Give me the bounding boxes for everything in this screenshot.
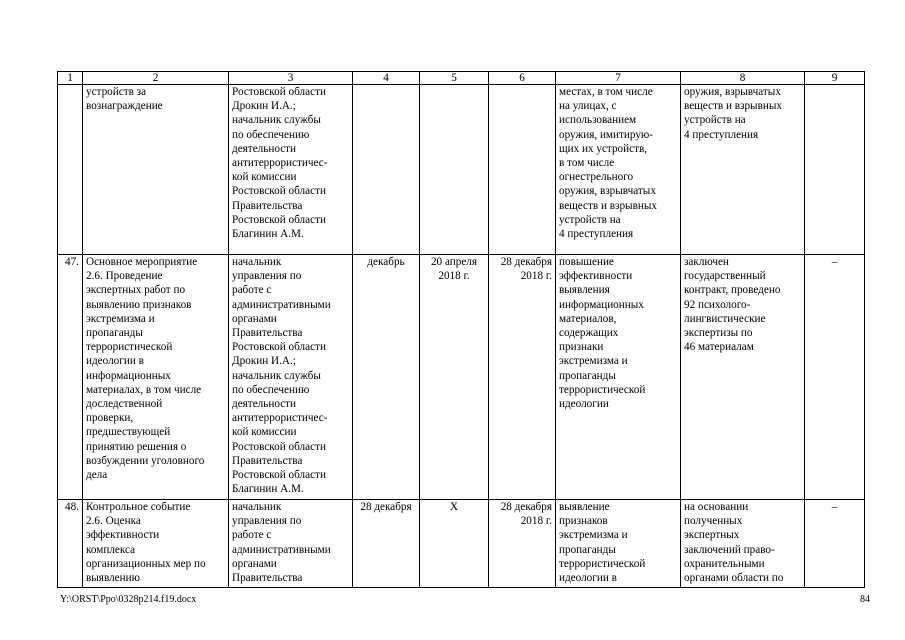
reasons: – <box>805 500 865 588</box>
expected-result: выявление признаков экстремизма и пропаганды террористической идеологии в <box>556 500 681 588</box>
responsible-person: начальник управления по работе с административными органами Правительства <box>229 500 353 588</box>
table-row <box>58 500 865 588</box>
column-number-header: 3 <box>229 72 353 85</box>
reasons <box>805 85 865 255</box>
planned-date: декабрь <box>353 255 420 500</box>
responsible-person: Ростовской области Дрокин И.А.; начальник службы по обеспечению деятельности антитеррористичес- кой комиссии Ростовской области Правительства Ростовской области Благинин А.М. <box>229 85 353 255</box>
table-row <box>58 255 865 500</box>
activity-name: Основное мероприятие 2.6. Проведение экспертных работ по выявлению признаков экстремизма и пропаганды террористической идеологии в информационных материалах, в том числе доследственной проверки, предшествующей принятию решения о возбуждении уголовного дела <box>83 255 229 500</box>
start-date <box>420 85 489 255</box>
expected-result: повышение эффективности выявления информационных материалов, содержащих признаки экстремизма и пропаганды террористической идеологии <box>556 255 681 500</box>
end-date <box>489 85 556 255</box>
plan-table <box>57 71 865 588</box>
planned-date: 28 декабря <box>353 500 420 588</box>
column-number-header: 9 <box>805 72 865 85</box>
table-row <box>58 85 865 255</box>
column-number-header: 5 <box>420 72 489 85</box>
activity-name: Контрольное событие 2.6. Оценка эффективности комплекса организационных мер по выявлению <box>83 500 229 588</box>
responsible-person: начальник управления по работе с административными органами Правительства Ростовской области Дрокин И.А.; начальник службы по обеспечению деятельности антитеррористичес- кой комиссии Ростовской области Правительства Ростовской области Благинин А.М. <box>229 255 353 500</box>
end-date: 28 декабря 2018 г. <box>489 255 556 500</box>
table-header-row <box>58 72 865 85</box>
row-number: 47. <box>58 255 83 500</box>
actual-result: на основании полученных экспертных заключений право- охранительными органами области по <box>681 500 805 588</box>
reasons: – <box>805 255 865 500</box>
expected-result: местах, в том числе на улицах, с использованием оружия, имитирую- щих их устройств, в том числе огнестрельного оружия, взрывчатых веществ и взрывных устройств на 4 преступления <box>556 85 681 255</box>
actual-result: заключен государственный контракт, проведено 92 психолого- лингвистические экспертизы по 46 материалам <box>681 255 805 500</box>
column-number-header: 8 <box>681 72 805 85</box>
document-file-path: Y:\ORST\Ppo\0328p214.f19.docx <box>60 594 197 605</box>
row-number <box>58 85 83 255</box>
start-date: 20 апреля 2018 г. <box>420 255 489 500</box>
activity-name: устройств за вознаграждение <box>83 85 229 255</box>
column-number-header: 7 <box>556 72 681 85</box>
end-date: 28 декабря 2018 г. <box>489 500 556 588</box>
page-number: 84 <box>860 594 870 605</box>
column-number-header: 2 <box>83 72 229 85</box>
planned-date <box>353 85 420 255</box>
actual-result: оружия, взрывчатых веществ и взрывных устройств на 4 преступления <box>681 85 805 255</box>
start-date: Х <box>420 500 489 588</box>
column-number-header: 1 <box>58 72 83 85</box>
column-number-header: 4 <box>353 72 420 85</box>
row-number: 48. <box>58 500 83 588</box>
column-number-header: 6 <box>489 72 556 85</box>
